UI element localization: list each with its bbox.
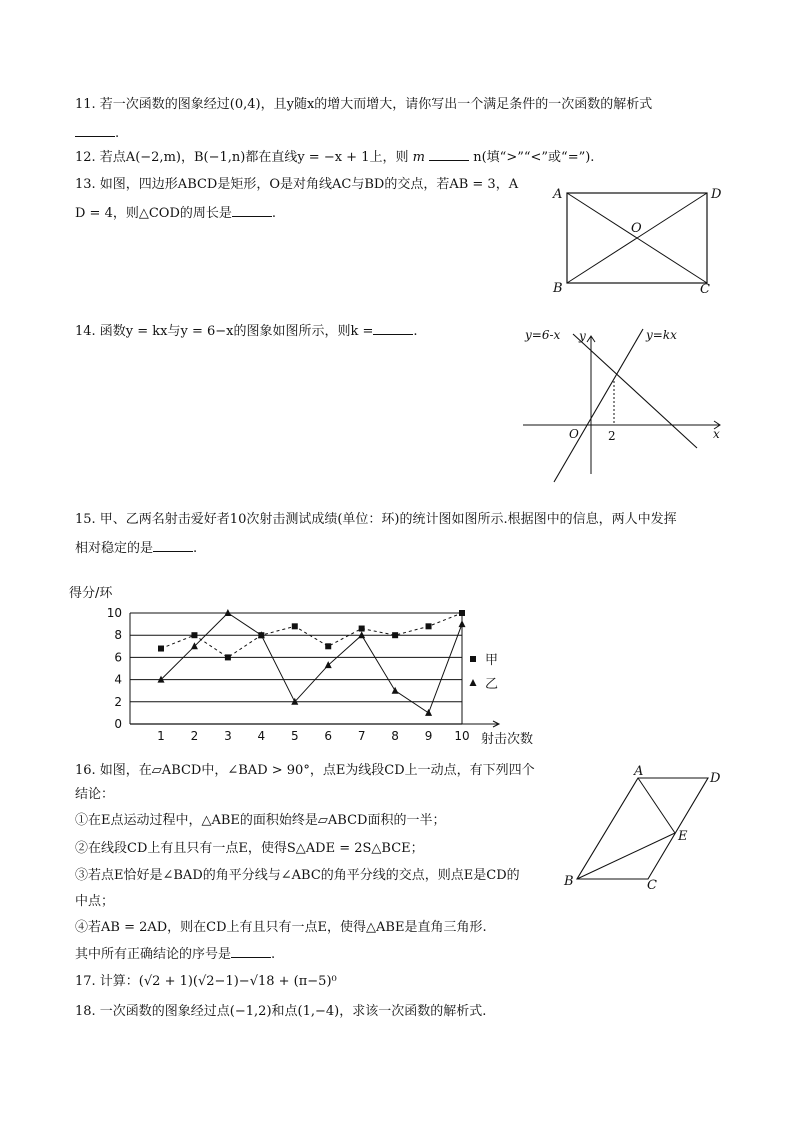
q13-end: . xyxy=(271,206,277,221)
q14-end: . xyxy=(413,324,418,339)
q16-conclusion-3 xyxy=(75,867,520,885)
label-a: A xyxy=(634,764,644,779)
label-a: A xyxy=(553,187,563,202)
point-yi xyxy=(325,661,332,668)
label-d: D xyxy=(710,771,721,786)
q16-conclusion-4 xyxy=(75,919,487,937)
label-b: B xyxy=(553,281,563,296)
line-kx xyxy=(554,329,643,482)
question-16 xyxy=(75,762,535,780)
point-jia xyxy=(225,654,231,660)
legend-marker-jia xyxy=(470,656,476,662)
q15-end: . xyxy=(193,541,198,556)
point-jia xyxy=(359,626,365,632)
q11-answer-line xyxy=(75,124,119,143)
question-17 xyxy=(75,973,337,991)
point-yi xyxy=(392,687,399,694)
x-tick-label: 1 xyxy=(157,729,165,743)
q16-line1: 16. 如图，在▱ABCD中，∠BAD > 90°，点E为线段CD上一动点，有下列四个 xyxy=(75,763,535,778)
q16-end: . xyxy=(271,947,276,962)
question-14 xyxy=(75,322,418,341)
point-jia xyxy=(292,623,298,629)
label-b: B xyxy=(564,874,574,889)
q16-c4-text: ④若AB = 2AD，则在CD上有且只有一点E，使得△ABE是直角三角形. xyxy=(75,920,487,935)
series-line-yi xyxy=(161,613,462,713)
q16-line2: 结论： xyxy=(75,787,115,802)
x-tick-label: 3 xyxy=(224,729,232,743)
question-15-cont xyxy=(75,539,197,558)
legend-label: 甲 xyxy=(485,653,499,668)
legend-label: 乙 xyxy=(485,677,499,692)
x-tick-label: 2 xyxy=(190,729,199,743)
point-jia xyxy=(325,643,331,649)
segment-ae xyxy=(638,778,675,833)
legend-marker-yi xyxy=(470,679,477,686)
line-6-minus-x xyxy=(573,334,697,448)
x-tick-label: 10 xyxy=(454,729,470,743)
point-yi xyxy=(425,709,432,716)
label-d: D xyxy=(711,187,722,202)
q18-text: 18. 一次函数的图象经过点(−1,2)和点(1,−4)，求该一次函数的解析式. xyxy=(75,1004,487,1019)
parallelogram-abcd xyxy=(577,778,708,879)
q16-c2-text: ②在线段CD上有且只有一点E，使得S△ADE = 2S△BCE； xyxy=(75,841,424,856)
q16-c1-text: ①在E点运动过程中，△ABE的面积始终是▱ABCD面积的一半； xyxy=(75,813,446,828)
y-tick-label: 4 xyxy=(114,672,122,687)
question-15 xyxy=(75,511,677,529)
question-13-cont xyxy=(75,204,276,223)
question-16-cont xyxy=(75,786,114,804)
point-jia xyxy=(158,646,164,652)
q16-conclusion-2 xyxy=(75,840,424,858)
point-yi xyxy=(459,620,466,627)
label-x-axis: x xyxy=(713,427,720,441)
point-jia xyxy=(426,623,432,629)
y-tick-label: 10 xyxy=(106,606,122,620)
label-o: O xyxy=(631,221,642,236)
q16-c3a-text: ③若点E恰好是∠BAD的角平分线与∠ABC的角平分线的交点，则点E是CD的 xyxy=(75,868,520,883)
q17-text: 17. 计算：(√2 + 1)(√2−1)−√18 + (π−5)⁰ xyxy=(75,974,337,989)
y-tick-label: 0 xyxy=(114,717,122,731)
q16-conclusion-3-cont xyxy=(75,893,114,911)
q16-c3b-text: 中点； xyxy=(75,894,115,909)
question-18 xyxy=(75,1003,486,1021)
q16-ask xyxy=(75,945,275,964)
label-y-6-minus-x: y=6-x xyxy=(525,328,561,342)
x-tick-label: 9 xyxy=(424,729,433,743)
segment-be xyxy=(577,833,675,879)
label-origin: O xyxy=(569,427,579,441)
x-tick-label: 4 xyxy=(257,729,266,743)
x-tick-label: 6 xyxy=(324,729,333,743)
q12-blank xyxy=(429,148,469,161)
q16-conclusion-1 xyxy=(75,812,445,830)
y-tick-label: 6 xyxy=(114,650,122,665)
q11-blank xyxy=(75,124,115,137)
chart-xlabel: 射击次数 xyxy=(481,732,534,747)
q12-text-before: 12. 若点A(−2,m)，B(−1,n)都在直线y = −x + 1上，则 xyxy=(75,150,409,165)
point-jia xyxy=(191,632,197,638)
q14-blank xyxy=(373,322,413,335)
q11-text: 11. 若一次函数的图象经过(0,4)，且y随x的增大而增大，请你写出一个满足条件的一次函数的解析式 xyxy=(75,97,653,112)
label-y-axis: y xyxy=(579,329,586,343)
q13-line1: 13. 如图，四边形ABCD是矩形，O是对角线AC与BD的交点，若AB = 3，A xyxy=(75,177,519,192)
y-tick-label: 2 xyxy=(114,694,122,709)
label-c: C xyxy=(647,878,657,893)
q12-text-after: n(填“>”“<”或“=”). xyxy=(473,150,595,165)
x-tick-label: 8 xyxy=(391,729,399,743)
x-tick-label: 5 xyxy=(290,729,299,743)
label-tick-2: 2 xyxy=(608,429,616,443)
q16-ask-text: 其中所有正确结论的序号是 xyxy=(75,947,232,962)
q11-end: . xyxy=(115,126,120,141)
q13-line2: D = 4，则△COD的周长是 xyxy=(75,206,232,221)
q14-text: 14. 函数y = kx与y = 6−x的图象如图所示，则k = xyxy=(75,324,374,339)
q15-line1: 15. 甲、乙两名射击爱好者10次射击测试成绩(单位：环)的统计图如图所示.根据图中的信息，两人中发挥 xyxy=(75,512,677,527)
x-tick-label: 7 xyxy=(357,729,366,743)
point-jia xyxy=(392,632,398,638)
question-13 xyxy=(75,176,518,194)
shooting-score-chart xyxy=(66,582,556,752)
q13-blank xyxy=(232,204,272,217)
q12-var: m xyxy=(412,150,425,165)
chart-ylabel: 得分/环 xyxy=(69,586,113,601)
q13-rectangle-figure xyxy=(545,180,725,300)
question-11 xyxy=(75,96,652,114)
label-c: C xyxy=(700,282,710,297)
y-tick-label: 8 xyxy=(114,628,122,643)
label-y-kx: y=kx xyxy=(646,328,677,342)
q15-line2: 相对稳定的是 xyxy=(75,541,154,556)
label-e: E xyxy=(678,829,688,844)
q14-graph-figure xyxy=(515,322,730,484)
q16-blank xyxy=(231,945,271,958)
question-12 xyxy=(75,148,594,167)
point-jia xyxy=(459,610,465,616)
q16-parallelogram-figure xyxy=(560,762,730,892)
q15-blank xyxy=(153,539,193,552)
